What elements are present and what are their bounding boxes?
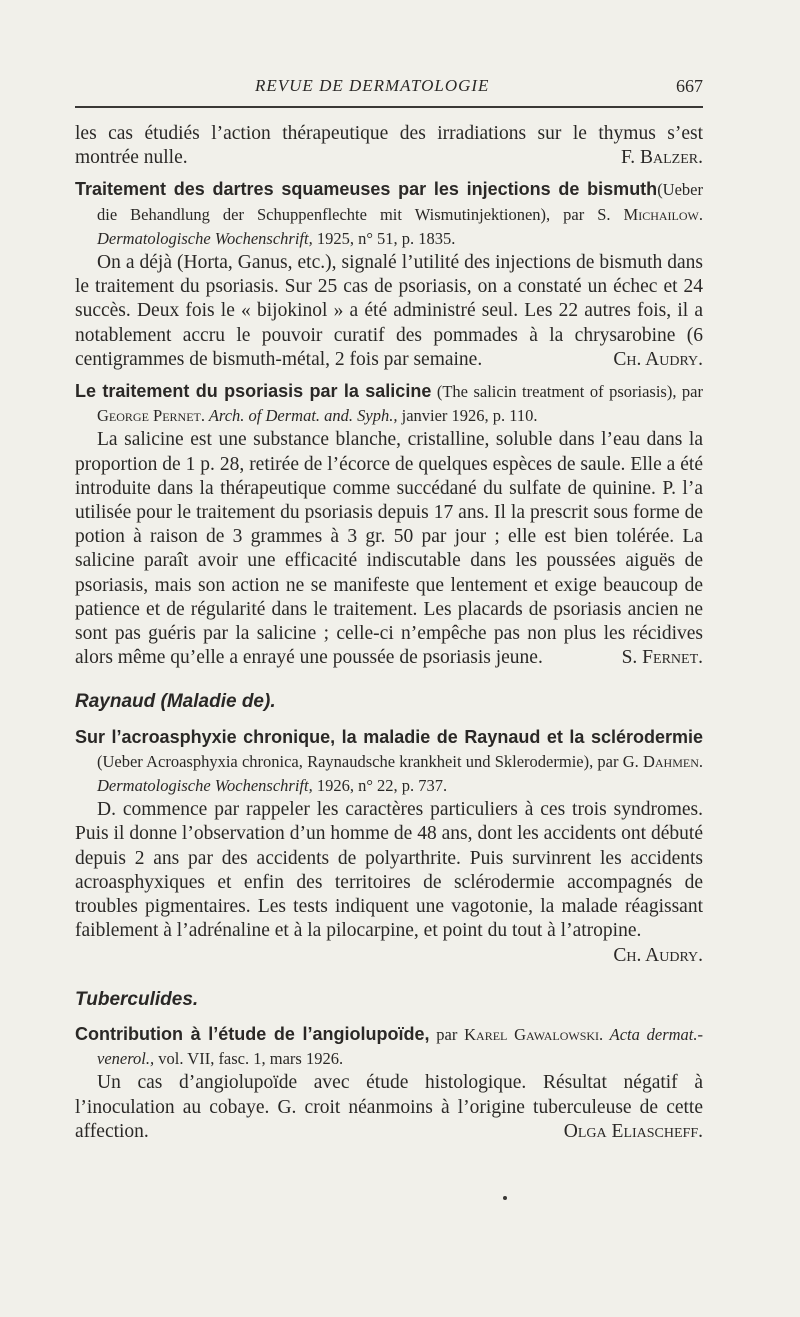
- reference-text: (Ueber die Behandlung der Schuppenflechte mit Wismutinjektionen), par S.: [97, 180, 703, 224]
- signature: S. Fernet.: [621, 647, 703, 669]
- reference-text: (Ueber Acroasphyxia chronica, Raynaudsche krankheit und Sklerodermie), par G.: [97, 751, 643, 771]
- header-rule: [75, 106, 703, 108]
- abstract-title: Traitement des dartres squameuses par les injections de bismuth: [75, 179, 658, 200]
- abstract-body: [75, 428, 703, 670]
- abstract-body-text: On a déjà (Horta, Ganus, etc.), signalé l’utilité des injections de bismuth dans le traitement du psoriasis. Sur 25 cas de psoriasis, on a constaté un échec et 24 succès. Deux fois le « bijokinol » a été administré seul. Les 22 autres fois, il a notablement accru le pouvoir curatif des pommades à la chrysarobine (6 centigrammes de bismuth-métal, 2 fois par semaine.: [75, 252, 703, 370]
- journal-name: Dermatologische Wochenschrift,: [97, 776, 313, 796]
- reference-details: 1926, n° 22, p. 737.: [312, 776, 448, 796]
- signature: Olga Eliascheff.: [563, 1120, 703, 1142]
- journal-name: Acta dermat.-venerol.,: [97, 1024, 704, 1069]
- reference-details: janvier 1926, p. 110.: [397, 406, 538, 426]
- intro-paragraph: [75, 122, 703, 170]
- intro-text: les cas étudiés l’action thérapeutique des irradiations sur le thymus s’est montrée nulle.: [75, 123, 703, 169]
- abstract-title: Contribution à l’étude de l’angiolupoïde,: [75, 1023, 430, 1044]
- abstract-reference: [75, 1022, 703, 1071]
- ink-speck: [503, 1196, 507, 1200]
- abstract-body: [75, 798, 703, 967]
- reference-author: Dahmen.: [642, 751, 703, 771]
- reference-details: 1925, n° 51, p. 1835.: [312, 228, 456, 248]
- section-heading-tuberculides: Tuberculides.: [75, 988, 199, 1010]
- journal-name: Arch. of Dermat. and. Syph.,: [205, 406, 398, 426]
- running-title: REVUE DE DERMATOLOGIE: [255, 76, 490, 95]
- signature: Ch. Audry.: [613, 348, 703, 370]
- abstract-body-text: Un cas d’angiolupoïde avec étude histologique. Résultat négatif à l’inoculation au cobaye. G. croit néanmoins à l’origine tuberculeuse de cette affection.: [75, 1072, 703, 1142]
- page-content: [75, 122, 703, 1144]
- section-heading-raynaud: Raynaud (Maladie de).: [75, 691, 276, 713]
- page-number: 667: [676, 76, 703, 96]
- reference-details: vol. VII, fasc. 1, mars 1926.: [154, 1049, 344, 1069]
- abstract-body-text: D. commence par rappeler les caractères particuliers à ces trois syndromes. Puis il donne l’observation d’un homme de 48 ans, dont les accidents ont débuté depuis 2 ans par des accidents de polyarthrite. Puis survinrent les accidents acroasphyxiques et enfin des territoires de sclérodermie accompagnés de troubles pigmentaires. Les tests indiquent une vagotonie, la malade réagissant faiblement à l’adrénaline et à la pilocarpine, et point du tout à l’atropine.: [75, 799, 703, 942]
- abstract-title: Sur l’acroasphyxie chronique, la maladie de Raynaud et la sclérodermie: [75, 726, 703, 747]
- abstract-body-text: La salicine est une substance blanche, cristalline, soluble dans l’eau dans la proportion de 1 p. 28, retirée de l’écorce de quelques espèces de saule. Elle a été introduite dans la thérapeutique comme succédané du sulfate de quinine. P. l’a utilisée pour le traitement du psoriasis depuis 17 ans. Il la prescrit sous forme de potion à raison de 3 grammes à 3 gr. 50 par jour ; elle est bien tolérée. La salicine paraît avoir une efficacité indiscutable dans les poussées aiguës de psoriasis, mais son action ne se manifeste que lentement et exige beaucoup de patience et de régularité dans le traitement. Les placards de psoriasis ancien ne sont pas guéris par la salicine ; celle-ci n’empêche pas non plus les récidives alors même qu’elle a enrayé une poussée de psoriasis jeune.: [75, 429, 703, 669]
- reference-text: par: [429, 1024, 465, 1044]
- signature: Ch. Audry.: [613, 944, 703, 966]
- abstract-reference: [75, 379, 703, 428]
- page-header: [75, 72, 703, 112]
- reference-author: Karel Gawalowski.: [464, 1024, 604, 1044]
- abstract-title: Le traitement du psoriasis par la salicine: [75, 381, 432, 402]
- reference-text: (The salicin treatment of psoriasis), par: [431, 382, 703, 402]
- abstract-reference: [75, 725, 703, 799]
- reference-author: Michailow.: [623, 204, 703, 224]
- journal-name: Dermatologische Wochenschrift,: [97, 228, 313, 248]
- abstract-reference: [75, 177, 703, 251]
- signature: F. Balzer.: [620, 147, 703, 169]
- abstract-body: [75, 1071, 703, 1144]
- abstract-body: [75, 251, 703, 372]
- reference-author: George Pernet.: [97, 406, 205, 426]
